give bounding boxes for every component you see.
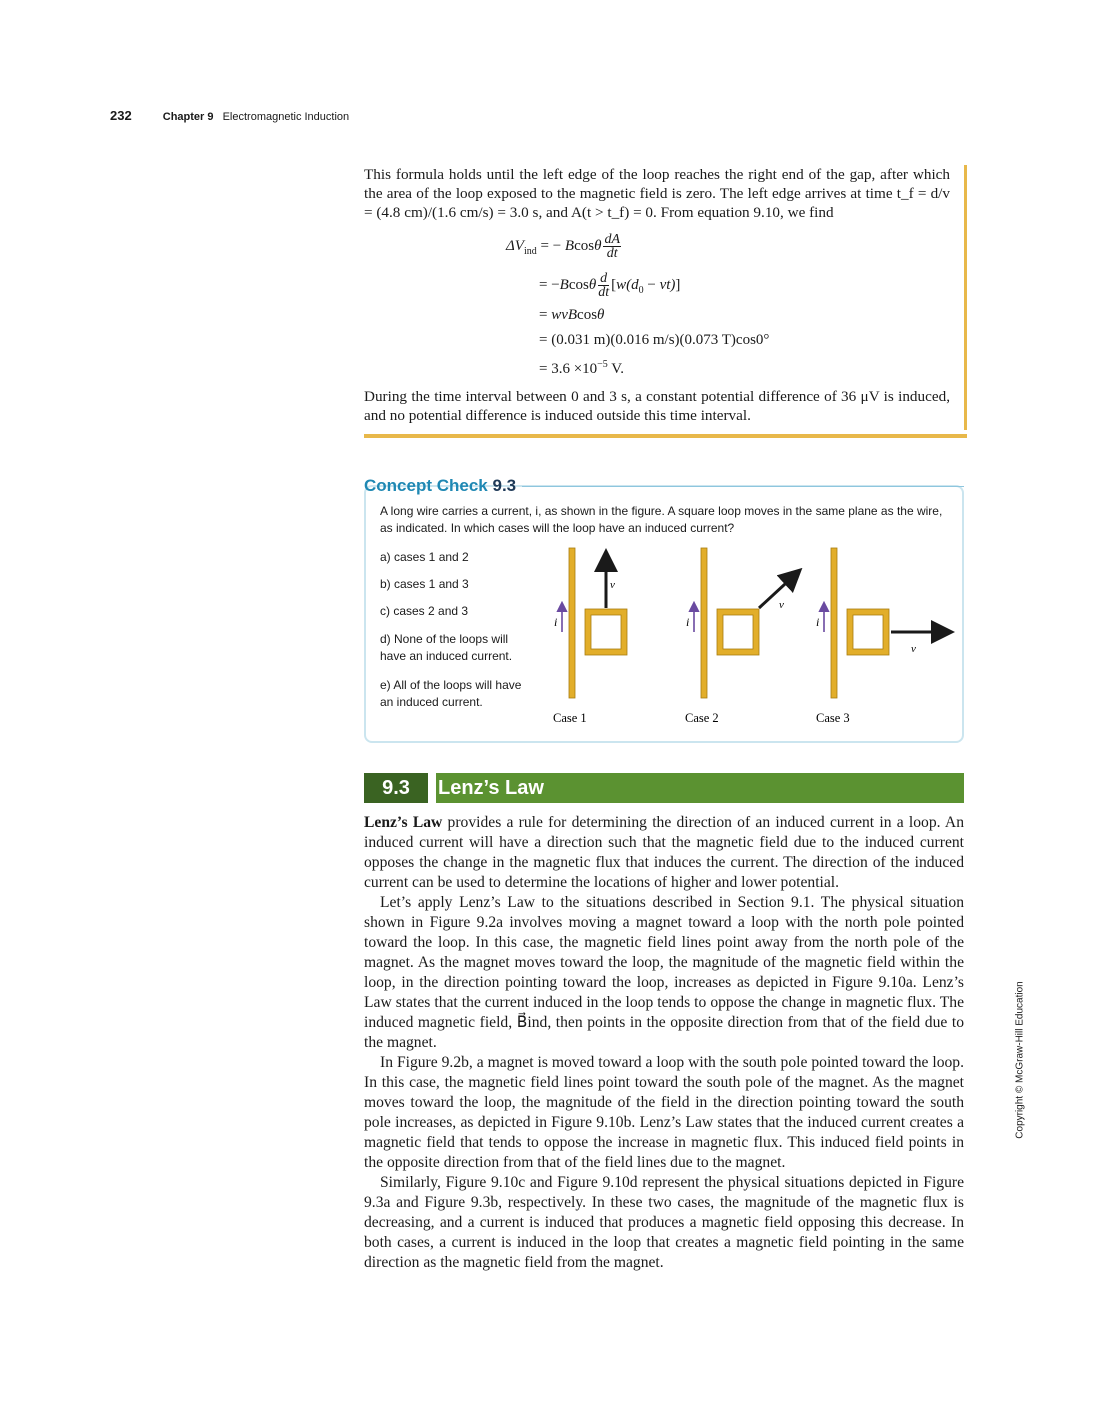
- option-b[interactable]: b) cases 1 and 3: [380, 577, 469, 591]
- case-2-label: Case 2: [685, 711, 719, 725]
- concept-check-rule: [522, 486, 964, 487]
- page-number: 232: [110, 108, 132, 123]
- section-title: Lenz’s Law: [438, 777, 544, 799]
- example-paragraph-2: During the time interval between 0 and 3 s, a constant potential difference of 36 μV is induced, and no potential difference is induced outside this time interval.: [364, 388, 950, 424]
- velocity-label-case-1: v⃗: [610, 579, 624, 591]
- wire-case-1: [569, 548, 575, 698]
- equation-line-3: = wvBcosθ: [539, 307, 605, 323]
- chapter-label: Chapter 9: [162, 111, 214, 123]
- current-label-case-3: i: [816, 615, 820, 629]
- option-e[interactable]: e) All of the loops will have an induced current.: [380, 678, 522, 709]
- current-label-case-2: i: [686, 615, 690, 629]
- case-3-diagram: [816, 548, 949, 725]
- concept-check-title: Concept Check 9.3: [364, 476, 517, 495]
- square-loop-case-3: [850, 612, 886, 652]
- body-paragraph-1: Lenz’s Law provides a rule for determining the direction of an induced current in a loop. An induced current will have a direction such that the magnetic field due to the induced current opposes the change in the magnetic flux that induces the current. The direction of the induced current can be used to determine the locations of higher and lower potential.: [364, 814, 964, 891]
- page-header: [110, 108, 349, 123]
- wire-case-3: [831, 548, 837, 698]
- loop-cases-figure: [535, 540, 960, 735]
- case-3-label: Case 3: [816, 711, 850, 725]
- copyright-notice: Copyright © McGraw-Hill Education: [1014, 981, 1026, 1139]
- option-a[interactable]: a) cases 1 and 2: [380, 550, 469, 564]
- body-paragraph-3: In Figure 9.2b, a magnet is moved toward a loop with the south pole pointed toward the loop. In this case, the magnetic field lines point toward the south pole of the magnet. As the magnet moves toward the loop, the magnitude of the field in the direction pointing toward the south pole increases, as depicted in Figure 9.10b. Lenz’s Law states that the induced current creates a magnetic field that tends to oppose the increase in magnetic flux. This induced field points in the opposite direction from that of the field lines due to the magnet.: [364, 1054, 964, 1171]
- option-c[interactable]: c) cases 2 and 3: [380, 604, 469, 618]
- velocity-label-case-3: v⃗: [911, 643, 925, 655]
- body-paragraph-4: Similarly, Figure 9.10c and Figure 9.10d represent the physical situations depicted in Figure 9.3a and Figure 9.3b, respectively. In these two cases, the magnitude of the magnetic flux is decreasing, and a current is induced that produces a magnetic field opposing this decrease. In both cases, a current is induced in the loop that creates a magnetic field pointing in the same direction as the magnetic field from the magnet.: [364, 1174, 964, 1271]
- equation-line-4: = (0.031 m)(0.016 m/s)(0.073 T)cos0°: [539, 332, 770, 348]
- option-d[interactable]: d) None of the loops will have an induced current.: [380, 632, 513, 663]
- square-loop-case-1: [588, 612, 624, 652]
- equation-line-2: = −Bcosθ $\frac{d}{dt}$ $[w(d_0 - vt)]$: [539, 271, 681, 300]
- wire-case-2: [701, 548, 707, 698]
- chapter-title: Electromagnetic Induction: [222, 111, 350, 123]
- equation-line-1: $\Delta V_{ind}$ = − Bcosθ $\frac{dA}{dt}$: [506, 232, 621, 261]
- example-paragraph-1: This formula holds until the left edge of the loop reaches the right end of the gap, after which the area of the loop exposed to the magnetic field is zero. The left edge arrives at time t_f = d/v = (4.8 cm)/(1.6 cm/s) = 3.0 s, and A(t > t_f) = 0. From equation 9.10, we find: [364, 166, 950, 221]
- velocity-label-case-2: v⃗: [779, 599, 793, 611]
- case-2-diagram: [685, 548, 798, 725]
- square-loop-case-2: [720, 612, 756, 652]
- equation-line-5: = $3.6 \times 10^{-5}$ V.: [539, 359, 624, 377]
- lenz-law-term: Lenz’s Law: [364, 814, 443, 831]
- current-label-case-1: i: [554, 615, 558, 629]
- body-text: [364, 813, 964, 1273]
- concept-check-question: A long wire carries a current, i, as shown in the figure. A square loop moves in the same plane as the wire, as indicated. In which cases will the loop have an induced current?: [380, 504, 943, 535]
- case-1-diagram: [553, 548, 627, 725]
- body-paragraph-2: Let’s apply Lenz’s Law to the situations described in Section 9.1. The physical situation shown in Figure 9.2a involves moving a magnet toward a loop with the north pole pointed toward the loop. In this case, the magnetic field lines point away from the north pole of the magnet. As the magnet moves toward the loop, the magnitude of the magnetic field within the loop, in the direction pointing toward the loop, increases as depicted in Figure 9.10a. Lenz’s Law states that the current induced in the loop tends to oppose the change in magnetic flux. The induced magnetic field, B⃗ind, then points in the opposite direction from that of the field due to the magnet.: [364, 894, 964, 1051]
- section-number: 9.3: [364, 773, 428, 803]
- section-heading-bar: [364, 773, 964, 803]
- case-1-label: Case 1: [553, 711, 587, 725]
